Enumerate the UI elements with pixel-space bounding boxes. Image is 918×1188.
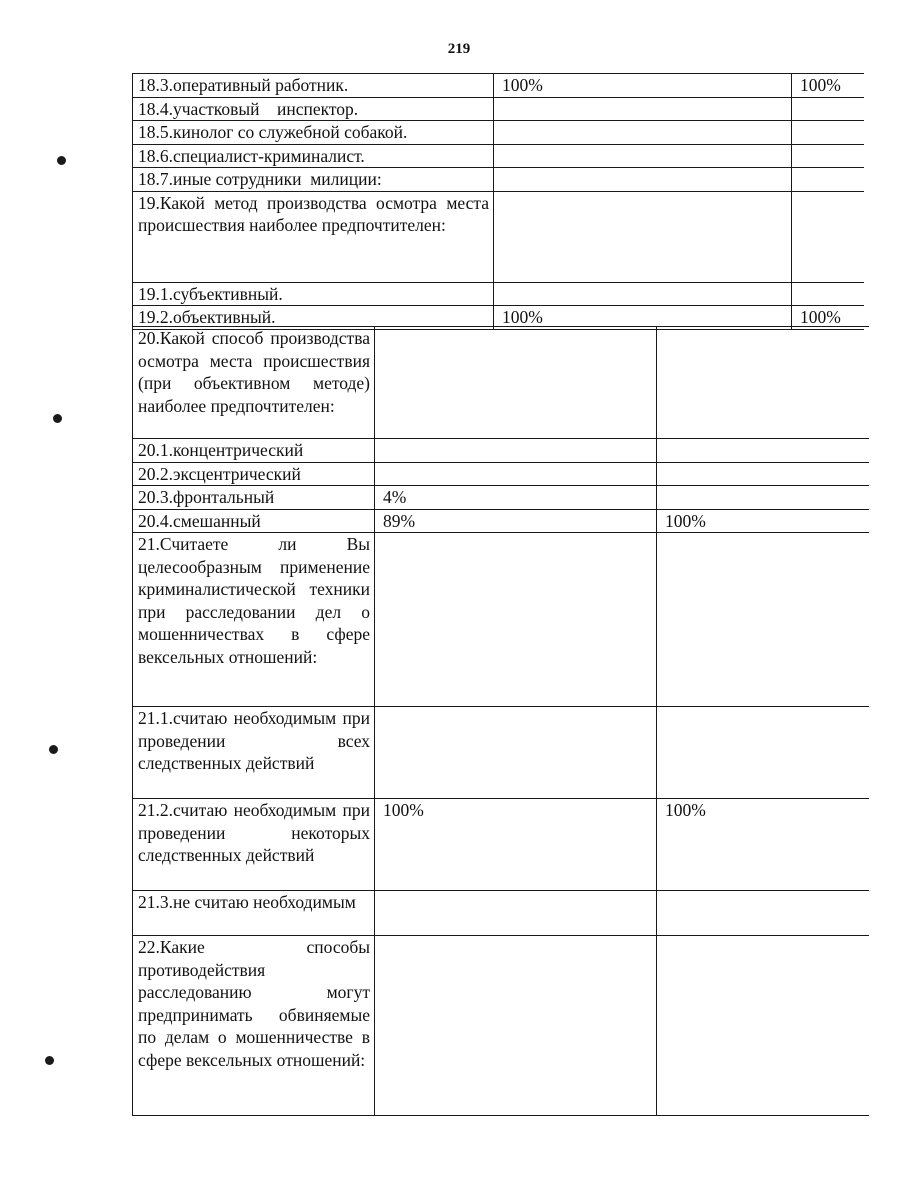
punch-hole-dot bbox=[57, 156, 66, 165]
answer-cell-group-2 bbox=[657, 486, 869, 510]
question-cell: 18.3.оперативный работник. bbox=[133, 74, 494, 98]
answer-cell-group-2 bbox=[657, 936, 869, 1116]
question-cell: 20.4.смешанный bbox=[133, 509, 375, 533]
table-row bbox=[133, 74, 864, 98]
question-cell: 20.Какой способ производства осмотра места происшествия (при объективном методе) наиболее предпочтителен: bbox=[133, 327, 375, 439]
answer-cell-group-1: 100% bbox=[494, 306, 792, 330]
answer-cell-group-1 bbox=[494, 97, 792, 121]
table-row bbox=[133, 327, 869, 439]
table-row bbox=[133, 121, 864, 145]
answer-cell-group-1: 100% bbox=[494, 74, 792, 98]
survey-table-part-2 bbox=[132, 326, 869, 1116]
answer-cell-group-1 bbox=[375, 462, 657, 486]
survey-table-part-1 bbox=[132, 73, 864, 330]
answer-cell-group-2 bbox=[657, 533, 869, 707]
answer-cell-group-1 bbox=[375, 707, 657, 799]
table-row bbox=[133, 936, 869, 1116]
answer-cell-group-1 bbox=[375, 533, 657, 707]
answer-cell-group-2 bbox=[792, 282, 864, 306]
table-row bbox=[133, 439, 869, 463]
question-cell: 20.1.концентрический bbox=[133, 439, 375, 463]
table-row bbox=[133, 891, 869, 936]
answer-cell-group-2 bbox=[792, 121, 864, 145]
answer-cell-group-1 bbox=[375, 327, 657, 439]
table-row bbox=[133, 97, 864, 121]
answer-cell-group-2 bbox=[792, 168, 864, 192]
answer-cell-group-1 bbox=[494, 191, 792, 282]
table-row bbox=[133, 486, 869, 510]
punch-hole-dot bbox=[49, 745, 58, 754]
answer-cell-group-2: 100% bbox=[657, 799, 869, 891]
question-cell: 21.3.не считаю необходимым bbox=[133, 891, 375, 936]
question-cell: 18.7.иные сотрудники милиции: bbox=[133, 168, 494, 192]
table-row bbox=[133, 168, 864, 192]
question-cell: 19.2.объективный. bbox=[133, 306, 494, 330]
page-number: 219 bbox=[447, 41, 471, 57]
question-cell: 18.4.участковый инспектор. bbox=[133, 97, 494, 121]
answer-cell-group-1 bbox=[375, 439, 657, 463]
answer-cell-group-1: 100% bbox=[375, 799, 657, 891]
question-cell: 20.2.эксцентрический bbox=[133, 462, 375, 486]
question-cell: 22.Какие способы противодействия расследованию могут предпринимать обвиняемые по делам о мошенничестве в сфере вексельных отношений: bbox=[133, 936, 375, 1116]
answer-cell-group-1: 89% bbox=[375, 509, 657, 533]
answer-cell-group-1 bbox=[375, 936, 657, 1116]
question-cell: 20.3.фронтальный bbox=[133, 486, 375, 510]
answer-cell-group-2: 100% bbox=[792, 306, 864, 330]
table-row bbox=[133, 462, 869, 486]
table-row bbox=[133, 191, 864, 282]
answer-cell-group-2 bbox=[657, 462, 869, 486]
answer-cell-group-2 bbox=[657, 439, 869, 463]
table-row bbox=[133, 707, 869, 799]
answer-cell-group-1 bbox=[375, 891, 657, 936]
answer-cell-group-2 bbox=[657, 327, 869, 439]
question-cell: 19.1.субъективный. bbox=[133, 282, 494, 306]
punch-hole-dot bbox=[45, 1056, 54, 1065]
table-row bbox=[133, 282, 864, 306]
answer-cell-group-2 bbox=[657, 891, 869, 936]
question-cell: 21.2.считаю необходимым при проведении некоторых следственных действий bbox=[133, 799, 375, 891]
answer-cell-group-2: 100% bbox=[657, 509, 869, 533]
question-cell: 18.5.кинолог со служебной собакой. bbox=[133, 121, 494, 145]
answer-cell-group-2 bbox=[792, 144, 864, 168]
question-cell: 19.Какой метод производства осмотра места происшествия наиболее предпочтителен: bbox=[133, 191, 494, 282]
table-row bbox=[133, 144, 864, 168]
answer-cell-group-2 bbox=[792, 97, 864, 121]
answer-cell-group-2 bbox=[657, 707, 869, 799]
question-cell: 21.1.считаю необходимым при проведении всех следственных действий bbox=[133, 707, 375, 799]
question-cell: 21.Считаете ли Вы целесообразным применение криминалистической техники при расследовании дел о мошенничествах в сфере вексельных отношений: bbox=[133, 533, 375, 707]
table-row bbox=[133, 799, 869, 891]
table-row bbox=[133, 533, 869, 707]
answer-cell-group-1 bbox=[494, 121, 792, 145]
answer-cell-group-1 bbox=[494, 282, 792, 306]
punch-hole-dot bbox=[53, 414, 62, 423]
answer-cell-group-2: 100% bbox=[792, 74, 864, 98]
answer-cell-group-1 bbox=[494, 168, 792, 192]
answer-cell-group-1: 4% bbox=[375, 486, 657, 510]
answer-cell-group-1 bbox=[494, 144, 792, 168]
table-row bbox=[133, 509, 869, 533]
answer-cell-group-2 bbox=[792, 191, 864, 282]
question-cell: 18.6.специалист-криминалист. bbox=[133, 144, 494, 168]
